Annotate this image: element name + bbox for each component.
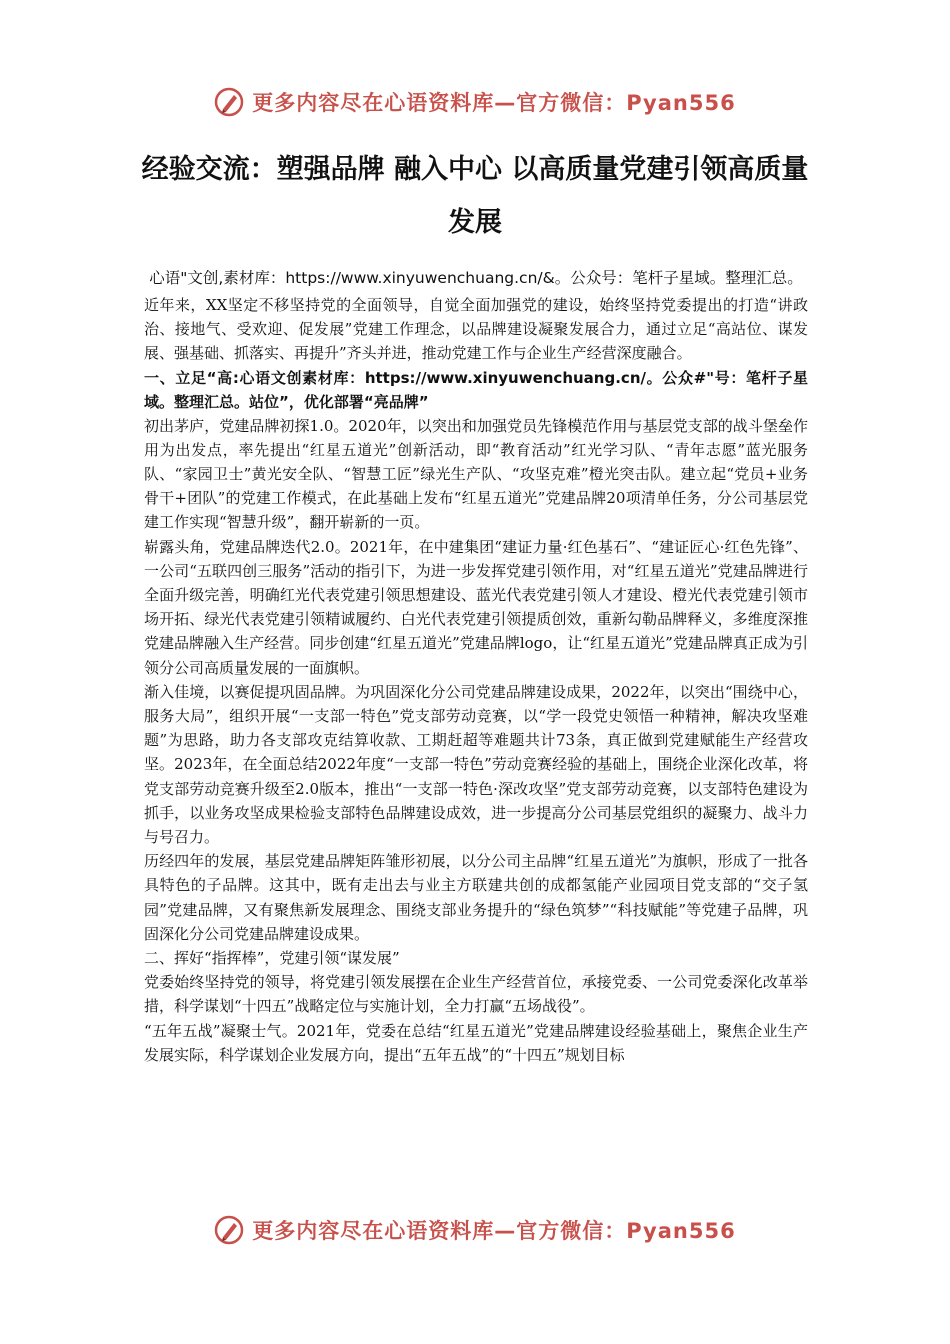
section-heading: 二、挥好“指挥棒”，党建引领“谋发展” (144, 949, 400, 968)
source-note: 心语"文创,素材库：https://www.xinyuwenchuang.cn/&。公众号：笔杆子星域。整理汇总。 (149, 269, 803, 287)
paragraph: 党委始终坚持党的领导，将党建引领发展摆在企业生产经营首位，承接党委、一公司党委深化改革举措，科学谋划“十四五”战略定位与实施计划，全力打赢“五场战役”。 (144, 973, 808, 1016)
pen-logo-icon (214, 87, 244, 117)
page-title: 经验交流：塑强品牌 融入中心 以高质量党建引领高质量发展 (141, 154, 809, 238)
banner-text: 更多内容尽在心语资料库—官方微信：Pyan556 (252, 91, 736, 115)
paragraph: 初出茅庐，党建品牌初探1.0。2020年，以突出和加强党员先锋模范作用与基层党支部的战斗堡垒作用为出发点，率先提出“红星五道光”创新活动，即“教育活动”红光学习队、“青年志愿”蓝光服务队、“家园卫士”黄光安全队、“智慧工匠”绿光生产队、“攻坚克难”橙光突击队。建立起“党员+业务骨干+团队”的党建工作模式，在此基础上发布“红星五道光”党建品牌20项清单任务，分公司基层党建工作实现“智慧升级”，翻开崭新的一页。 (144, 416, 808, 532)
paragraph: 历经四年的发展，基层党建品牌矩阵雏形初展，以分公司主品牌“红星五道光”为旗帜，形成了一批各具特色的子品牌。这其中，既有走出去与业主方联建共创的成都氢能产业园项目党支部的“交子氢园”党建品牌，又有聚焦新发展理念、围绕支部业务提升的“绿色筑梦”“科技赋能”等党建子品牌，巩固深化分公司党建品牌建设成果。 (144, 852, 808, 943)
paragraph: 崭露头角，党建品牌迭代2.0。2021年，在中建集团“建证力量·红色基石”、“建证匠心·红色先锋”、一公司“五联四创三服务”活动的指引下，为进一步发挥党建引领作用，对“红星五道光”党建品牌进行全面升级完善，明确红光代表党建引领思想建设、蓝光代表党建引领人才建设、橙光代表党建引领市场开拓、绿光代表党建引领精诚履约、白光代表党建引领提质创效，重新勾勒品牌释义，多维度深推党建品牌融入生产经营。同步创建“红星五道光”党建品牌logo，让“红星五道光”党建品牌真正成为引领分公司高质量发展的一面旗帜。 (144, 537, 808, 677)
pen-logo-icon (214, 1215, 244, 1245)
section-heading: 一、立足“高:心语文创素材库：https://www.xinyuwenchuang.cn/。公众#"号：笔杆子星域。整理汇总。站位”，优化部署“亮品牌” (144, 368, 808, 411)
header-banner (0, 82, 950, 122)
banner-text: 更多内容尽在心语资料库—官方微信：Pyan556 (252, 1219, 736, 1243)
document-body (144, 266, 808, 1067)
footer-banner (0, 1210, 950, 1250)
paragraph: 近年来，XX坚定不移坚持党的全面领导，自觉全面加强党的建设，始终坚持党委提出的打造“讲政治、接地气、受欢迎、促发展”党建工作理念，以品牌建设凝聚发展合力，通过立足“高站位、谋发展、强基础、抓落实、再提升”齐头并进，推动党建工作与企业生产经营深度融合。 (144, 296, 808, 363)
paragraph: 渐入佳境，以赛促提巩固品牌。为巩固深化分公司党建品牌建设成果，2022年，以突出“围绕中心，服务大局”，组织开展“一支部一特色”党支部劳动竞赛，以“学一段党史领悟一种精神，解决攻坚难题”为思路，助力各支部攻克结算收款、工期赶超等难题共计73条，真正做到党建赋能生产经营攻坚。2023年，在全面总结2022年度“一支部一特色”劳动竞赛经验的基础上，围绕企业深化改革，将党支部劳动竞赛升级至2.0版本，推出“一支部一特色·深改攻坚”党支部劳动竞赛，以支部特色建设为抓手，以业务攻坚成果检验支部特色品牌建设成效，进一步提高分公司基层党组织的凝聚力、战斗力与号召力。 (144, 682, 808, 847)
paragraph: “五年五战”凝聚士气。2021年，党委在总结“红星五道光”党建品牌建设经验基础上，聚焦企业生产发展实际，科学谋划企业发展方向，提出“五年五战”的“十四五”规划目标 (144, 1021, 808, 1064)
